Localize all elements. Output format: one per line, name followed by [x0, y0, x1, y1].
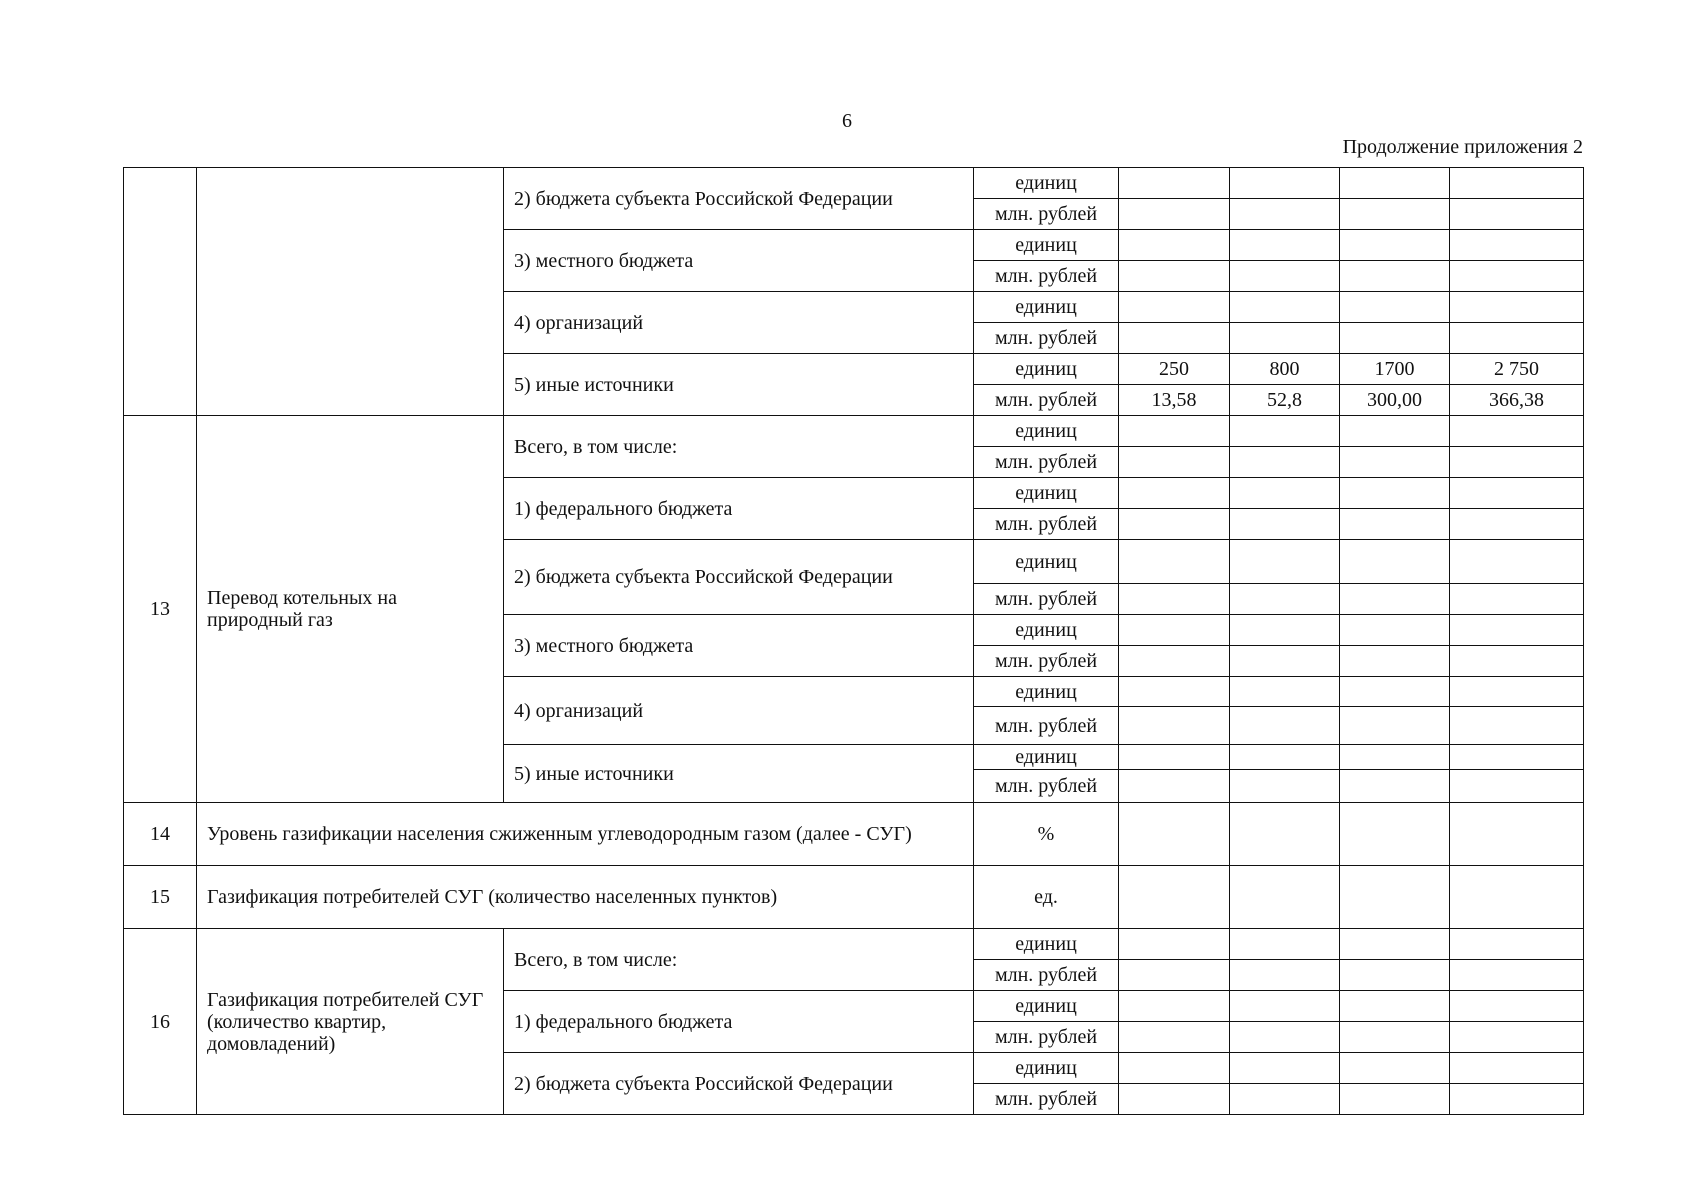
value-cell [1450, 991, 1584, 1022]
value-cell [1230, 991, 1340, 1022]
unit-label: единиц [974, 991, 1119, 1022]
source-label: 4) организаций [504, 292, 974, 354]
unit-label: % [974, 803, 1119, 866]
source-label: Всего, в том числе: [504, 929, 974, 991]
unit-label: единиц [974, 230, 1119, 261]
value-cell [1119, 261, 1230, 292]
unit-label: млн. рублей [974, 584, 1119, 615]
value-cell [1230, 1084, 1340, 1115]
value-cell [1340, 929, 1450, 960]
value-cell [1230, 584, 1340, 615]
value-cell [1450, 230, 1584, 261]
value-cell [1119, 509, 1230, 540]
indicator-name: Газификация потребителей СУГ (количество населенных пунктов) [197, 866, 974, 929]
value-cell [1230, 199, 1340, 230]
source-label: 5) иные источники [504, 354, 974, 416]
value-cell [1230, 960, 1340, 991]
value-cell [1340, 323, 1450, 354]
value-cell [1230, 447, 1340, 478]
value-cell [1450, 1022, 1584, 1053]
value-cell [1340, 416, 1450, 447]
value-cell [1230, 646, 1340, 677]
value-cell [1230, 745, 1340, 770]
value-cell [1340, 991, 1450, 1022]
indicator-name: Газификация потребителей СУГ (количество квартир, домовладений) [197, 929, 504, 1115]
source-label: 3) местного бюджета [504, 230, 974, 292]
value-cell [1340, 1084, 1450, 1115]
value-cell [1230, 168, 1340, 199]
value-cell [1450, 1084, 1584, 1115]
source-label: 2) бюджета субъекта Российской Федерации [504, 540, 974, 615]
row-number: 16 [124, 929, 197, 1115]
value-cell [1340, 677, 1450, 707]
source-label: Всего, в том числе: [504, 416, 974, 478]
source-label: 3) местного бюджета [504, 615, 974, 677]
value-cell [1119, 677, 1230, 707]
value-cell [1450, 803, 1584, 866]
unit-label: единиц [974, 929, 1119, 960]
value-cell [1340, 540, 1450, 584]
unit-label: млн. рублей [974, 960, 1119, 991]
value-cell [1450, 447, 1584, 478]
value-cell: 52,8 [1230, 385, 1340, 416]
value-cell [1340, 261, 1450, 292]
unit-label: млн. рублей [974, 447, 1119, 478]
row-number: 14 [124, 803, 197, 866]
value-cell [1340, 447, 1450, 478]
value-cell [1230, 677, 1340, 707]
value-cell [1450, 509, 1584, 540]
source-label: 4) организаций [504, 677, 974, 745]
value-cell [1230, 803, 1340, 866]
value-cell [1119, 323, 1230, 354]
unit-label: ед. [974, 866, 1119, 929]
row-number: 13 [124, 416, 197, 803]
value-cell [1119, 707, 1230, 745]
value-cell [1119, 646, 1230, 677]
value-cell [1230, 323, 1340, 354]
unit-label: единиц [974, 168, 1119, 199]
value-cell [1119, 478, 1230, 509]
value-cell: 13,58 [1119, 385, 1230, 416]
value-cell [1119, 1053, 1230, 1084]
source-label: 1) федерального бюджета [504, 478, 974, 540]
value-cell [1340, 168, 1450, 199]
value-cell [1230, 1053, 1340, 1084]
value-cell [1230, 416, 1340, 447]
value-cell [1340, 509, 1450, 540]
unit-label: млн. рублей [974, 1022, 1119, 1053]
value-cell [1119, 991, 1230, 1022]
unit-label: млн. рублей [974, 770, 1119, 803]
value-cell [1450, 1053, 1584, 1084]
unit-label: единиц [974, 677, 1119, 707]
value-cell: 1700 [1340, 354, 1450, 385]
value-cell [1340, 770, 1450, 803]
value-cell [1230, 866, 1340, 929]
value-cell [1450, 292, 1584, 323]
value-cell [1450, 584, 1584, 615]
unit-label: млн. рублей [974, 707, 1119, 745]
unit-label: млн. рублей [974, 646, 1119, 677]
value-cell [1119, 447, 1230, 478]
value-cell [1340, 960, 1450, 991]
unit-label: единиц [974, 478, 1119, 509]
row-number: 15 [124, 866, 197, 929]
value-cell [1340, 646, 1450, 677]
value-cell [1230, 1022, 1340, 1053]
source-label: 5) иные источники [504, 745, 974, 803]
value-cell [1119, 584, 1230, 615]
value-cell [1340, 866, 1450, 929]
indicator-name: Перевод котельных на природный газ [197, 416, 504, 803]
table-row [124, 866, 1584, 929]
value-cell [1450, 646, 1584, 677]
page-number: 6 [842, 110, 852, 132]
unit-label: единиц [974, 745, 1119, 770]
value-cell: 2 750 [1450, 354, 1584, 385]
value-cell [1340, 478, 1450, 509]
unit-label: млн. рублей [974, 261, 1119, 292]
value-cell [1340, 584, 1450, 615]
value-cell [1230, 540, 1340, 584]
unit-label: единиц [974, 416, 1119, 447]
indicators-table [123, 167, 1584, 1115]
value-cell [1230, 615, 1340, 646]
value-cell [1450, 866, 1584, 929]
value-cell [1119, 199, 1230, 230]
unit-label: млн. рублей [974, 199, 1119, 230]
value-cell [1340, 230, 1450, 261]
value-cell [1450, 770, 1584, 803]
value-cell [1340, 615, 1450, 646]
value-cell [1119, 960, 1230, 991]
value-cell [1450, 199, 1584, 230]
source-label: 2) бюджета субъекта Российской Федерации [504, 1053, 974, 1115]
value-cell [1119, 168, 1230, 199]
unit-label: единиц [974, 1053, 1119, 1084]
value-cell [1119, 803, 1230, 866]
value-cell [1119, 745, 1230, 770]
value-cell [1340, 745, 1450, 770]
value-cell [1340, 803, 1450, 866]
continuation-label: Продолжение приложения 2 [1342, 136, 1583, 158]
value-cell [1450, 323, 1584, 354]
value-cell [1340, 707, 1450, 745]
value-cell: 366,38 [1450, 385, 1584, 416]
unit-label: млн. рублей [974, 1084, 1119, 1115]
indicator-cell [197, 168, 504, 416]
value-cell: 800 [1230, 354, 1340, 385]
unit-label: единиц [974, 292, 1119, 323]
source-label: 1) федерального бюджета [504, 991, 974, 1053]
value-cell [1119, 615, 1230, 646]
value-cell [1230, 292, 1340, 323]
table-row [124, 929, 1584, 960]
unit-label: млн. рублей [974, 385, 1119, 416]
value-cell [1119, 230, 1230, 261]
value-cell [1230, 707, 1340, 745]
value-cell [1450, 615, 1584, 646]
value-cell [1230, 478, 1340, 509]
value-cell [1230, 509, 1340, 540]
unit-label: млн. рублей [974, 323, 1119, 354]
value-cell [1340, 199, 1450, 230]
unit-label: млн. рублей [974, 509, 1119, 540]
value-cell [1119, 540, 1230, 584]
table-row [124, 803, 1584, 866]
value-cell [1450, 168, 1584, 199]
unit-label: единиц [974, 540, 1119, 584]
value-cell [1340, 1053, 1450, 1084]
value-cell [1450, 478, 1584, 509]
value-cell [1340, 292, 1450, 323]
value-cell [1450, 540, 1584, 584]
row-number-cell [124, 168, 197, 416]
table-row [124, 168, 1584, 199]
value-cell [1119, 866, 1230, 929]
value-cell [1450, 745, 1584, 770]
value-cell [1340, 1022, 1450, 1053]
value-cell [1450, 677, 1584, 707]
value-cell [1119, 770, 1230, 803]
value-cell [1119, 1084, 1230, 1115]
value-cell [1230, 261, 1340, 292]
value-cell: 250 [1119, 354, 1230, 385]
value-cell [1119, 292, 1230, 323]
value-cell [1119, 1022, 1230, 1053]
value-cell [1230, 929, 1340, 960]
value-cell [1230, 230, 1340, 261]
value-cell: 300,00 [1340, 385, 1450, 416]
value-cell [1119, 416, 1230, 447]
value-cell [1450, 261, 1584, 292]
unit-label: единиц [974, 354, 1119, 385]
value-cell [1450, 707, 1584, 745]
value-cell [1230, 770, 1340, 803]
table-row [124, 416, 1584, 447]
source-label: 2) бюджета субъекта Российской Федерации [504, 168, 974, 230]
unit-label: единиц [974, 615, 1119, 646]
value-cell [1119, 929, 1230, 960]
value-cell [1450, 416, 1584, 447]
value-cell [1450, 960, 1584, 991]
indicator-name: Уровень газификации населения сжиженным углеводородным газом (далее - СУГ) [197, 803, 974, 866]
value-cell [1450, 929, 1584, 960]
